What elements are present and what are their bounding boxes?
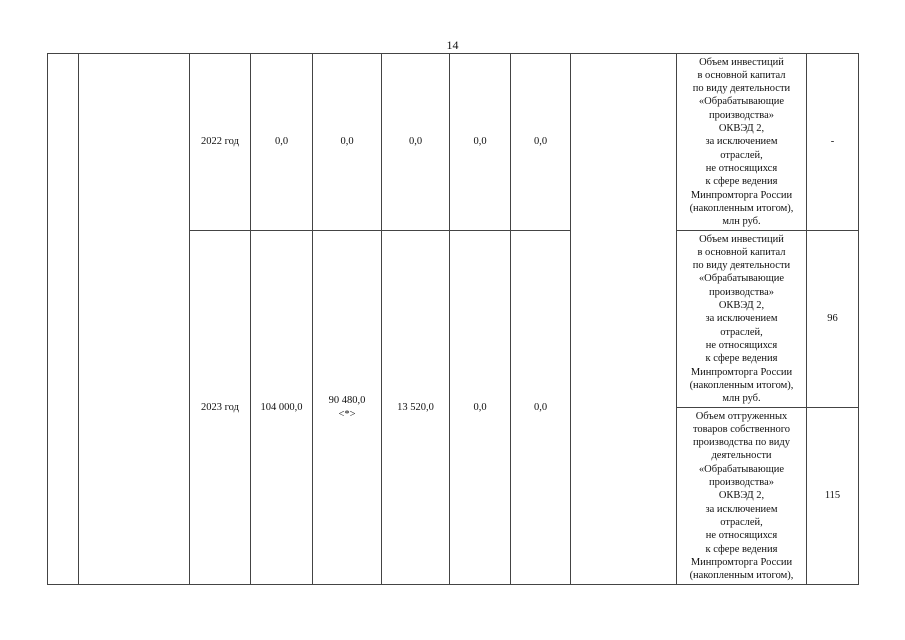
column-divider [47, 53, 48, 585]
value-cell: 0,0 [408, 136, 423, 148]
table-bottom-border [47, 584, 858, 585]
value-cell: 0,0 [340, 136, 354, 148]
year-cell: 2023 год [201, 401, 239, 413]
page-number: 14 [446, 38, 459, 52]
value-cell: 104 000,0 [260, 401, 303, 413]
value-cell: 13 520,0 [397, 401, 434, 413]
value-cell: 0,0 [473, 401, 487, 413]
indicator-name-cell: Объем отгруженных товаров собственного производства по виду деятельности «Обрабатывающие производства» ОКВЭД 2, за исключением отраслей, не относящихся к сфере ведения Минпромторга России (накопленным итогом), [689, 410, 794, 582]
indicator-name-cell: Объем инвестиций в основной капитал по виду деятельности «Обрабатывающие производства» ОКВЭД 2, за исключением отраслей, не относящихся к сфере ведения Минпромторга России (накопленным итогом), млн руб. [689, 56, 794, 228]
indicator-value-cell: 115 [824, 490, 841, 502]
indicator-value-cell: - [830, 136, 835, 148]
value-cell: 0,0 [533, 136, 548, 148]
indicator-value-cell: 96 [827, 313, 838, 325]
column-divider [570, 53, 571, 585]
value-cell: 0,0 [473, 136, 487, 148]
value-cell: 0,0 [533, 401, 548, 413]
indicator-name-cell: Объем инвестиций в основной капитал по виду деятельности «Обрабатывающие производства» ОКВЭД 2, за исключением отраслей, не относящихся к сфере ведения Минпромторга России (накопленным итогом), млн руб. [689, 233, 794, 405]
column-divider [858, 53, 859, 585]
year-cell: 2022 год [201, 136, 239, 148]
value-cell: 0,0 [274, 136, 289, 148]
value-cell: 90 480,0 <*> [328, 395, 366, 420]
column-divider [78, 53, 79, 585]
